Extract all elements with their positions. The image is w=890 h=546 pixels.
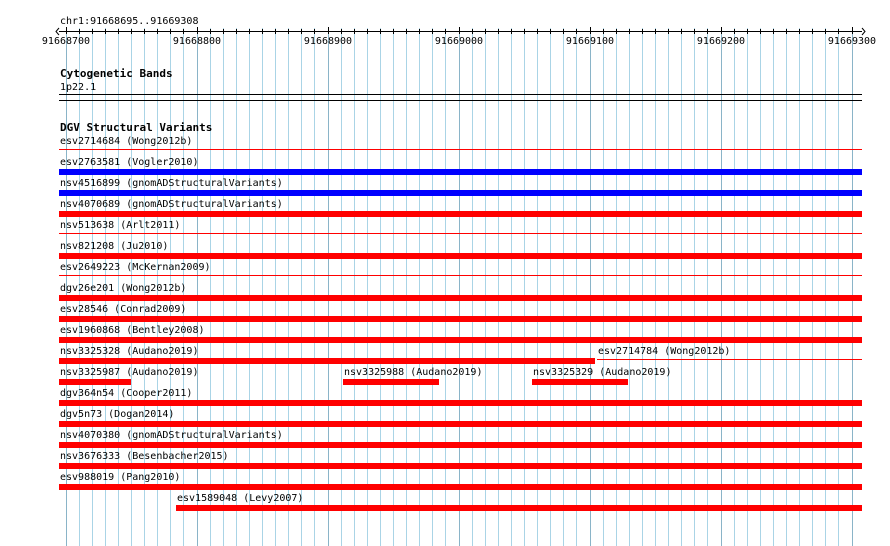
structural-variant-feature[interactable] — [59, 388, 862, 406]
feature-glyph[interactable] — [176, 505, 862, 511]
structural-variant-feature[interactable] — [59, 178, 862, 196]
feature-glyph[interactable] — [59, 190, 862, 196]
ruler-tick-label: 91669200 — [696, 36, 746, 47]
ruler-tick-label: 91668800 — [172, 36, 222, 47]
ruler-left-arrow-icon — [56, 28, 59, 35]
cytoband-line-top — [59, 94, 862, 95]
ruler-right-arrow-icon — [862, 28, 865, 35]
feature-label: nsv4516899 (gnomADStructuralVariants) — [60, 178, 283, 189]
ruler-tick-label: 91669000 — [434, 36, 484, 47]
feature-glyph[interactable] — [59, 316, 862, 322]
structural-variant-feature[interactable] — [59, 367, 198, 385]
structural-variant-feature[interactable] — [59, 430, 862, 448]
feature-label: esv988019 (Pang2010) — [60, 472, 181, 483]
dgv-track-title: DGV Structural Variants — [60, 121, 213, 134]
feature-label: esv2763581 (Vogler2010) — [60, 157, 199, 168]
cytoband-line-bottom — [59, 100, 862, 101]
feature-glyph[interactable] — [59, 358, 595, 364]
cytogenetic-bands-title: Cytogenetic Bands — [60, 67, 173, 80]
feature-glyph[interactable] — [59, 295, 862, 301]
cytoband-label: 1p22.1 — [60, 82, 97, 93]
feature-label: nsv821208 (Ju2010) — [60, 241, 169, 252]
feature-label: nsv4070689 (gnomADStructuralVariants) — [60, 199, 283, 210]
structural-variant-feature[interactable] — [59, 241, 862, 259]
feature-label: nsv513638 (Arlt2011) — [60, 220, 181, 231]
feature-glyph[interactable] — [532, 379, 628, 385]
feature-label: esv2714784 (Wong2012b) — [598, 346, 731, 357]
feature-glyph[interactable] — [59, 442, 862, 448]
ruler-tick-label: 91668700 — [41, 36, 91, 47]
feature-label: esv2649223 (McKernan2009) — [60, 262, 211, 273]
structural-variant-feature[interactable] — [59, 325, 862, 343]
feature-glyph[interactable] — [59, 400, 862, 406]
feature-label: nsv3325329 (Audano2019) — [533, 367, 672, 378]
feature-label: nsv3325988 (Audano2019) — [344, 367, 483, 378]
feature-label: esv28546 (Conrad2009) — [60, 304, 187, 315]
feature-label: nsv4070380 (gnomADStructuralVariants) — [60, 430, 283, 441]
feature-glyph[interactable] — [59, 149, 862, 150]
feature-glyph[interactable] — [59, 233, 862, 234]
ruler-tick-label: 91668900 — [303, 36, 353, 47]
feature-glyph[interactable] — [59, 379, 131, 385]
feature-glyph[interactable] — [59, 169, 862, 175]
structural-variant-feature[interactable] — [59, 283, 862, 301]
structural-variant-feature[interactable] — [532, 367, 671, 385]
structural-variant-feature[interactable] — [59, 304, 862, 322]
feature-label: nsv3325328 (Audano2019) — [60, 346, 199, 357]
structural-variant-feature[interactable] — [59, 409, 862, 427]
ruler-tick-label: 91669300 — [827, 36, 877, 47]
structural-variant-feature[interactable] — [176, 493, 862, 511]
feature-glyph[interactable] — [59, 211, 862, 217]
structural-variant-feature[interactable] — [59, 346, 595, 364]
feature-label: esv2714684 (Wong2012b) — [60, 136, 193, 147]
structural-variant-feature[interactable] — [59, 220, 862, 234]
feature-glyph[interactable] — [59, 421, 862, 427]
feature-label: dgv5n73 (Dogan2014) — [60, 409, 175, 420]
structural-variant-feature[interactable] — [597, 346, 862, 360]
structural-variant-feature[interactable] — [59, 136, 862, 150]
feature-glyph[interactable] — [59, 337, 862, 343]
ruler-tick-label: 91669100 — [565, 36, 615, 47]
feature-glyph[interactable] — [343, 379, 439, 385]
feature-label: dgv364n54 (Cooper2011) — [60, 388, 193, 399]
structural-variant-feature[interactable] — [59, 451, 862, 469]
feature-label: esv1960868 (Bentley2008) — [60, 325, 205, 336]
structural-variant-feature[interactable] — [59, 157, 862, 175]
feature-glyph[interactable] — [59, 275, 862, 276]
feature-label: dgv26e201 (Wong2012b) — [60, 283, 187, 294]
feature-label: nsv3676333 (Besenbacher2015) — [60, 451, 229, 462]
feature-glyph[interactable] — [597, 359, 862, 360]
feature-glyph[interactable] — [59, 253, 862, 259]
structural-variant-feature[interactable] — [59, 262, 862, 276]
dgv-features — [59, 136, 862, 511]
feature-label: nsv3325987 (Audano2019) — [60, 367, 199, 378]
feature-glyph[interactable] — [59, 463, 862, 469]
feature-label: esv1589048 (Levy2007) — [177, 493, 304, 504]
feature-glyph[interactable] — [59, 484, 862, 490]
structural-variant-feature[interactable] — [343, 367, 482, 385]
structural-variant-feature[interactable] — [59, 199, 862, 217]
structural-variant-feature[interactable] — [59, 472, 862, 490]
location-label: chr1:91668695..91669308 — [60, 16, 199, 27]
ruler — [42, 27, 876, 47]
